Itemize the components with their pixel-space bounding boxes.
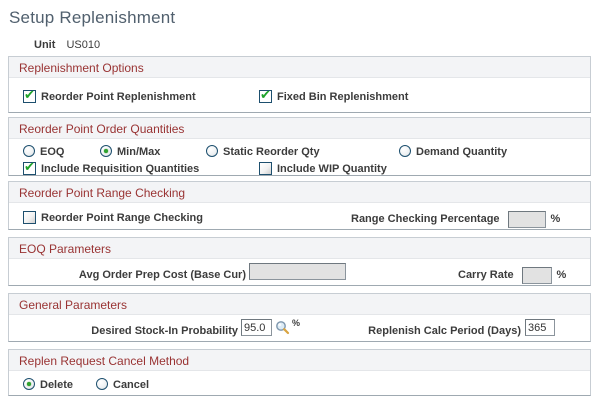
- include-requisition-quantities-checkbox[interactable]: [23, 159, 36, 175]
- fixed-bin-replenishment-checkbox[interactable]: [259, 87, 272, 103]
- replenish-calc-period-input[interactable]: [525, 319, 555, 336]
- section-title-replenishment-options: Replenishment Options: [9, 57, 590, 78]
- include-wip-quantity-checkbox[interactable]: [259, 162, 272, 175]
- demand-quantity-radio[interactable]: [399, 145, 411, 157]
- eoq-label: EOQ: [40, 146, 65, 158]
- section-title-general-parameters: General Parameters: [9, 294, 590, 315]
- reorder-point-range-checking-checkbox[interactable]: [23, 211, 36, 224]
- eoq-radio[interactable]: [23, 145, 35, 157]
- section-range-checking: [8, 181, 591, 230]
- unit-label: Unit: [34, 39, 56, 51]
- include-wip-quantity-label: Include WIP Quantity: [277, 163, 387, 175]
- stock-in-percent-sign: %: [292, 318, 301, 328]
- range-checking-percentage-input[interactable]: [508, 211, 546, 228]
- carry-rate-input[interactable]: [522, 267, 552, 284]
- delete-radio[interactable]: [23, 378, 35, 390]
- section-eoq-parameters: [8, 237, 591, 286]
- range-checking-percent-sign: %: [550, 213, 561, 225]
- page-title: Setup Replenishment: [9, 8, 176, 27]
- avg-order-prep-cost-input[interactable]: [249, 263, 346, 280]
- min-max-label: Min/Max: [117, 146, 161, 158]
- section-cancel-method: [8, 349, 591, 396]
- delete-label: Delete: [40, 379, 74, 391]
- cancel-radio[interactable]: [96, 378, 108, 390]
- reorder-point-replenishment-checkbox[interactable]: [23, 87, 36, 103]
- carry-rate-percent-sign: %: [556, 269, 567, 281]
- section-title-range-checking: Reorder Point Range Checking: [9, 182, 590, 203]
- include-requisition-quantities-label: Include Requisition Quantities: [41, 163, 200, 175]
- desired-stock-in-probability-input[interactable]: [241, 319, 272, 336]
- desired-stock-in-probability-label: Desired Stock-In Probability: [91, 325, 238, 337]
- unit-field: [34, 39, 100, 51]
- section-general-parameters: [8, 293, 591, 342]
- cancel-label: Cancel: [113, 379, 150, 391]
- static-reorder-qty-radio[interactable]: [206, 145, 218, 157]
- avg-order-prep-cost-label: Avg Order Prep Cost (Base Cur): [78, 269, 246, 281]
- reorder-point-replenishment-label: Reorder Point Replenishment: [41, 91, 196, 103]
- replenish-calc-period-label: Replenish Calc Period (Days): [368, 325, 521, 337]
- radio-selected-dot: [27, 382, 31, 386]
- radio-selected-dot: [104, 149, 108, 153]
- fixed-bin-replenishment-label: Fixed Bin Replenishment: [277, 91, 409, 103]
- check-icon: ✔: [260, 87, 271, 102]
- static-reorder-qty-label: Static Reorder Qty: [223, 146, 320, 158]
- range-checking-percentage-label: Range Checking Percentage: [351, 213, 500, 225]
- reorder-point-range-checking-label: Reorder Point Range Checking: [41, 212, 203, 224]
- carry-rate-label: Carry Rate: [458, 269, 514, 281]
- lookup-magnifier-icon[interactable]: [275, 320, 290, 335]
- check-icon: ✔: [24, 159, 35, 174]
- section-order-quantities: [8, 117, 591, 176]
- section-title-order-quantities: Reorder Point Order Quantities: [9, 118, 590, 139]
- min-max-radio[interactable]: [100, 145, 112, 157]
- section-title-eoq-parameters: EOQ Parameters: [9, 238, 590, 259]
- unit-value: US010: [66, 39, 101, 51]
- section-replenishment-options: [8, 56, 591, 113]
- section-title-cancel-method: Replen Request Cancel Method: [9, 350, 590, 371]
- check-icon: ✔: [24, 87, 35, 102]
- demand-quantity-label: Demand Quantity: [416, 146, 508, 158]
